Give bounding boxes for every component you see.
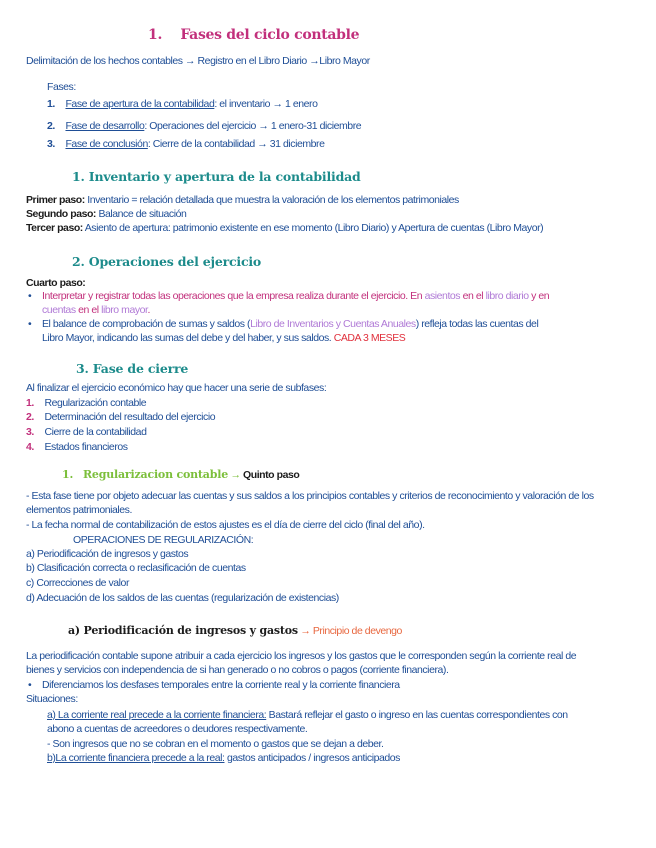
- period-paragraph-cont: bienes y servicios con independencia de si han generado o no cobros o pagos (corriente financiera).: [26, 664, 449, 676]
- subfase-text: Determinación del resultado del ejercicio: [44, 411, 216, 423]
- subfase-text: Regularización contable: [44, 397, 147, 409]
- sec2-bullet-2-cont: [42, 332, 405, 345]
- op-item-a: a) Periodificación de ingresos y gastos: [26, 548, 189, 560]
- situacion-b-label: b)La corriente financiera precede a la real:: [47, 752, 225, 764]
- highlight-cuentas: cuentas: [42, 304, 76, 316]
- reg-paragraph-2: - La fecha normal de contabilización de estos ajustes es el día de cierre del ciclo (final del año).: [26, 519, 425, 531]
- subfase-3: [26, 426, 146, 439]
- fase-detail: : Operaciones del ejercicio → 1 enero-31 diciembre: [144, 120, 362, 132]
- fase-number: 2.: [47, 120, 55, 132]
- step-label: Tercer paso:: [26, 222, 83, 234]
- period-title: a) Periodificación de ingresos y gastos: [68, 624, 298, 637]
- step-3: [26, 222, 543, 235]
- text: y en: [528, 290, 550, 302]
- subfase-number: 3.: [26, 426, 34, 438]
- step-text: Asiento de apertura: patrimonio existente en ese momento (Libro Diario) y Apertura de cuentas (Libro Mayor): [82, 222, 544, 234]
- step-label: Primer paso:: [26, 194, 85, 206]
- reg-arrow: →: [228, 469, 244, 481]
- fase-link[interactable]: Fase de desarrollo: [65, 120, 145, 132]
- reg-number: 1.: [62, 468, 74, 481]
- situacion-b-text: gastos anticipados / ingresos anticipados: [224, 752, 400, 764]
- period-heading: [68, 624, 402, 638]
- highlight-libro-inventarios: Libro de Inventarios y Cuentas Anuales: [250, 318, 416, 330]
- fase-item-3: [47, 138, 324, 151]
- highlight-libro-mayor: libro mayor: [101, 304, 148, 316]
- subfase-number: 1.: [26, 397, 34, 409]
- page-title: [148, 29, 359, 42]
- highlight-libro-diario: libro diario: [485, 290, 529, 302]
- text: .: [147, 304, 150, 316]
- subfase-text: Cierre de la contabilidad: [44, 426, 147, 438]
- op-item-d: d) Adecuación de los saldos de las cuentas (regularización de existencias): [26, 592, 339, 604]
- intro-line: Delimitación de los hechos contables → Registro en el Libro Diario →Libro Mayor: [26, 55, 370, 67]
- fase-link[interactable]: Fase de apertura de la contabilidad: [65, 98, 215, 110]
- subfase-text: Estados financieros: [44, 441, 128, 453]
- period-paragraph: La periodificación contable supone atribuir a cada ejercicio los ingresos y los gastos que le corresponden según la corriente real de: [26, 650, 577, 662]
- sec2-bullet-1: [28, 290, 549, 303]
- fase-detail: : el inventario → 1 enero: [214, 98, 318, 110]
- sec3-intro: Al finalizar el ejercicio económico hay que hacer una serie de subfases:: [26, 382, 327, 394]
- fase-item-1: [47, 98, 318, 111]
- period-bullet: [28, 679, 400, 692]
- sec2-bullet-2: [28, 318, 538, 331]
- subfase-4: [26, 441, 128, 454]
- situacion-a-text: Bastará reflejar el gasto o ingreso en las cuentas correspondientes con: [266, 709, 568, 721]
- text: Diferenciamos los desfases temporales entre la corriente real y la corriente financiera: [42, 679, 400, 691]
- highlight-cada-3-meses: CADA 3 MESES: [333, 332, 406, 344]
- step-2: [26, 208, 186, 221]
- step-4-label: Cuarto paso:: [26, 277, 86, 289]
- fase-number: 1.: [47, 98, 55, 110]
- sec2-bullet-1-cont: [42, 304, 150, 317]
- step-text: Balance de situación: [95, 208, 187, 220]
- text: El balance de comprobación de sumas y saldos (: [42, 318, 251, 330]
- fase-number: 3.: [47, 138, 55, 150]
- situacion-a: [47, 709, 568, 722]
- fase-link[interactable]: Fase de conclusión: [65, 138, 148, 150]
- reg-title: Regularizacion contable: [82, 468, 229, 481]
- bullet-dot: •: [28, 318, 32, 330]
- reg-step: Quinto paso: [243, 469, 300, 481]
- highlight-asientos: asientos: [424, 290, 461, 302]
- section-3-heading: 3. Fase de cierre: [76, 361, 189, 376]
- section-2-heading: 2. Operaciones del ejercicio: [72, 254, 262, 269]
- situacion-a-note: - Son ingresos que no se cobran en el momento o gastos que se dejan a deber.: [47, 738, 384, 750]
- bullet-dot: •: [28, 290, 32, 302]
- subfase-1: [26, 397, 146, 410]
- step-label: Segundo paso:: [26, 208, 96, 220]
- section-1-heading: 1. Inventario y apertura de la contabilidad: [72, 169, 361, 184]
- reg-paragraph-1: - Esta fase tiene por objeto adecuar las cuentas y sus saldos a los principios contables y criterios de reconocimiento y valoración de los: [26, 490, 594, 502]
- step-1: [26, 194, 459, 207]
- page-title-text: Fases del ciclo contable: [180, 27, 360, 43]
- op-item-c: c) Correcciones de valor: [26, 577, 129, 589]
- reg-heading: [62, 468, 299, 482]
- op-item-b: b) Clasificación correcta o reclasificación de cuentas: [26, 562, 246, 574]
- situaciones-label: Situaciones:: [26, 693, 78, 705]
- ops-title: OPERACIONES DE REGULARIZACIÓN:: [73, 534, 254, 546]
- step-text: Inventario = relación detallada que muestra la valoración de los elementos patrimoniales: [84, 194, 459, 206]
- fase-detail: : Cierre de la contabilidad → 31 diciembre: [147, 138, 325, 150]
- reg-paragraph-1-cont: elementos patrimoniales.: [26, 504, 132, 516]
- subfase-number: 2.: [26, 411, 34, 423]
- period-arrow: →: [297, 625, 313, 637]
- subfase-2: [26, 411, 215, 424]
- text: en el: [75, 304, 102, 316]
- text: en el: [460, 290, 486, 302]
- period-principle: Principio de devengo: [312, 625, 402, 637]
- text: Interpretar y registrar todas las operaciones que la empresa realiza durante el ejercicio. En: [42, 290, 425, 302]
- situacion-a-cont: abono a cuentas de acreedores o deudores respectivamente.: [47, 723, 308, 735]
- text: ) refleja todas las cuentas del: [415, 318, 539, 330]
- situacion-a-label: a) La corriente real precede a la corriente financiera:: [47, 709, 267, 721]
- fase-item-2: [47, 120, 361, 133]
- page-title-number: 1.: [148, 27, 163, 43]
- bullet-dot: •: [28, 679, 32, 691]
- subfase-number: 4.: [26, 441, 34, 453]
- text: Libro Mayor, indicando las sumas del debe y del haber, y sus saldos.: [42, 332, 334, 344]
- situacion-b: [47, 752, 400, 765]
- fases-label: Fases:: [47, 81, 76, 93]
